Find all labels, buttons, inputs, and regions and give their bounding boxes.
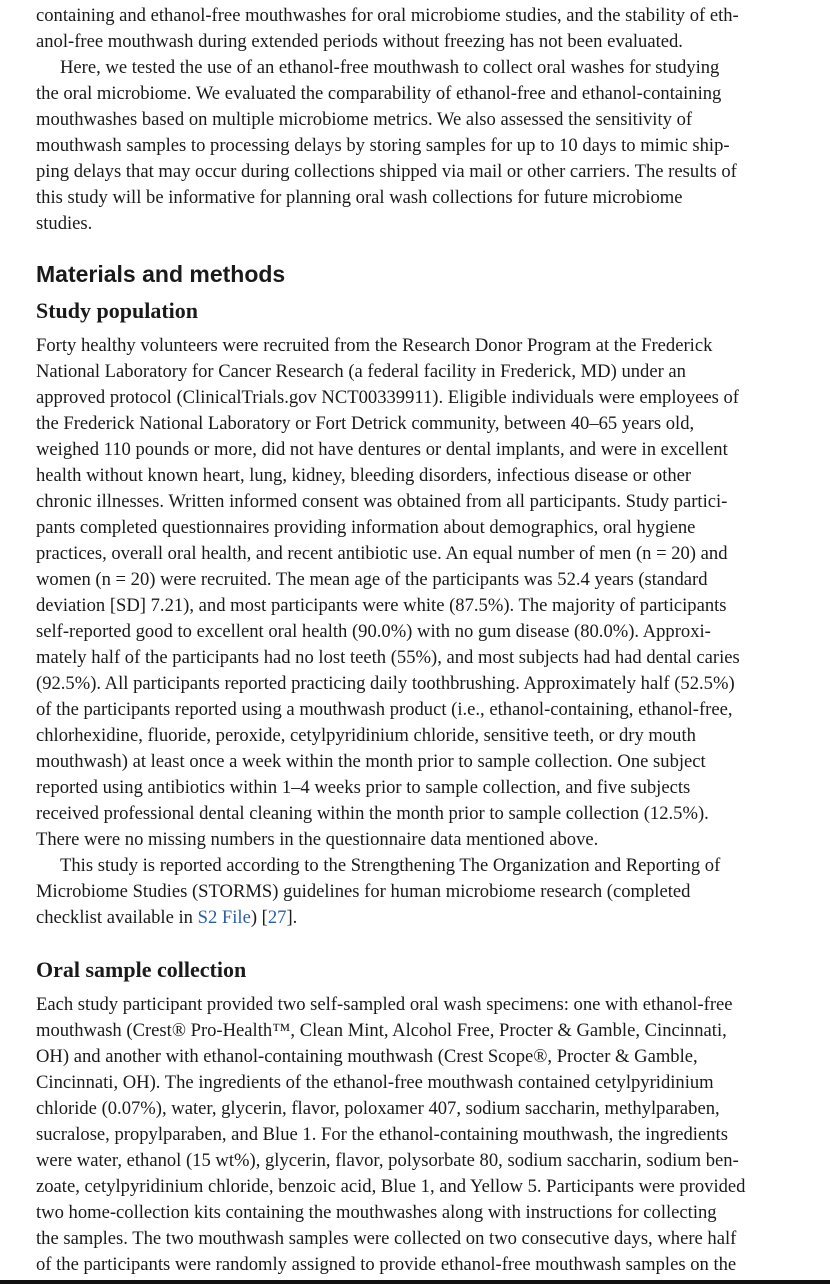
study-population-paragraph-1 [36, 333, 796, 853]
subheading-oral-sample-collection: Oral sample collection [36, 957, 247, 982]
intro-paragraph-1 [36, 3, 796, 55]
checklist-text: checklist available in [36, 907, 198, 928]
bottom-rule [0, 1280, 830, 1284]
oral-sample-paragraph-1 [36, 992, 796, 1278]
text-line: two home-collection kits containing the mouthwashes along with instructions for collecting [36, 1202, 717, 1223]
text-line: practices, overall oral health, and recent antibiotic use. An equal number of men (n = 20) and [36, 543, 728, 564]
text-line: self-reported good to excellent oral health (90.0%) with no gum disease (80.0%). Approxi- [36, 621, 711, 642]
text-line: OH) and another with ethanol-containing mouthwash (Crest Scope®, Procter & Gamble, [36, 1046, 698, 1067]
text-line: (92.5%). All participants reported practicing daily toothbrushing. Approximately half (52.5%) [36, 673, 735, 694]
text-line: received professional dental cleaning within the month prior to sample collection (12.5%). [36, 803, 709, 824]
study-population-paragraph-2 [36, 853, 796, 905]
text-line: approved protocol (ClinicalTrials.gov NCT00339911). Eligible individuals were employees of [36, 387, 739, 408]
text-line: the Frederick National Laboratory or Fort Detrick community, between 40–65 years old, [36, 413, 695, 434]
text-line: Forty healthy volunteers were recruited from the Research Donor Program at the Frederick [36, 335, 713, 356]
text-line: women (n = 20) were recruited. The mean age of the participants was 52.4 years (standard [36, 569, 708, 590]
text-line: This study is reported according to the Strengthening The Organization and Reporting of [60, 855, 721, 876]
text-line: mouthwash samples to processing delays by storing samples for up to 10 days to mimic ship- [36, 135, 730, 156]
ref-bracket-open: ) [ [250, 907, 268, 928]
text-line: ping delays that may occur during collections shipped via mail or other carriers. The results of [36, 161, 737, 182]
text-line: anol-free mouthwash during extended periods without freezing has not been evaluated. [36, 31, 683, 52]
text-line: There were no missing numbers in the questionnaire data mentioned above. [36, 829, 599, 850]
text-line: studies. [36, 213, 93, 234]
section-heading-materials: Materials and methods [36, 261, 286, 287]
text-line: Here, we tested the use of an ethanol-free mouthwash to collect oral washes for studying [60, 57, 720, 78]
ref-bracket-close: ]. [286, 907, 298, 928]
text-line: zoate, cetylpyridinium chloride, benzoic acid, Blue 1, and Yellow 5. Participants were provided [36, 1176, 746, 1197]
text-line: reported using antibiotics within 1–4 weeks prior to sample collection, and five subjects [36, 777, 691, 798]
text-line: chronic illnesses. Written informed consent was obtained from all participants. Study partici- [36, 491, 728, 512]
text-line: Cincinnati, OH). The ingredients of the ethanol-free mouthwash contained cetylpyridinium [36, 1072, 714, 1093]
text-line: Each study participant provided two self-sampled oral wash specimens: one with ethanol-free [36, 994, 733, 1015]
text-line: sucralose, propylparaben, and Blue 1. For the ethanol-containing mouthwash, the ingredients [36, 1124, 728, 1145]
text-line: were water, ethanol (15 wt%), glycerin, flavor, polysorbate 80, sodium saccharin, sodium ben- [36, 1150, 739, 1171]
text-line: the oral microbiome. We evaluated the comparability of ethanol-free and ethanol-containing [36, 83, 722, 104]
intro-paragraph-2 [36, 55, 796, 237]
text-line: the samples. The two mouthwash samples were collected on two consecutive days, where half [36, 1228, 737, 1249]
text-line: Microbiome Studies (STORMS) guidelines for human microbiome research (completed [36, 881, 691, 902]
text-line: weighed 110 pounds or more, did not have dentures or dental implants, and were in excellent [36, 439, 728, 460]
reference-27-link[interactable]: 27 [267, 907, 287, 928]
text-line: of the participants reported using a mouthwash product (i.e., ethanol-containing, ethanol-free, [36, 699, 733, 720]
study-population-paragraph-2-last-line [36, 905, 796, 931]
text-line: mouthwash) at least once a week within the month prior to sample collection. One subject [36, 751, 706, 772]
text-line: mouthwashes based on multiple microbiome metrics. We also assessed the sensitivity of [36, 109, 693, 130]
text-line: of the participants were randomly assigned to provide ethanol-free mouthwash samples on the [36, 1254, 737, 1275]
subheading-study-population: Study population [36, 298, 199, 323]
text-line: National Laboratory for Cancer Research (a federal facility in Frederick, MD) under an [36, 361, 686, 382]
text-line: containing and ethanol-free mouthwashes for oral microbiome studies, and the stability of eth- [36, 5, 739, 26]
text-line: chlorhexidine, fluoride, peroxide, cetylpyridinium chloride, sensitive teeth, or dry mouth [36, 725, 696, 746]
text-line: mately half of the participants had no lost teeth (55%), and most subjects had had dental caries [36, 647, 740, 668]
text-line: this study will be informative for planning oral wash collections for future microbiome [36, 187, 683, 208]
text-line: pants completed questionnaires providing information about demographics, oral hygiene [36, 517, 696, 538]
s2-file-link[interactable]: S2 File [197, 907, 251, 928]
text-line: health without known heart, lung, kidney, bleeding disorders, infectious disease or other [36, 465, 692, 486]
text-line: chloride (0.07%), water, glycerin, flavor, poloxamer 407, sodium saccharin, methylparaben, [36, 1098, 720, 1119]
text-line: deviation [SD] 7.21), and most participants were white (87.5%). The majority of participants [36, 595, 727, 616]
text-line: mouthwash (Crest® Pro-Health™, Clean Mint, Alcohol Free, Procter & Gamble, Cincinnati, [36, 1020, 727, 1041]
